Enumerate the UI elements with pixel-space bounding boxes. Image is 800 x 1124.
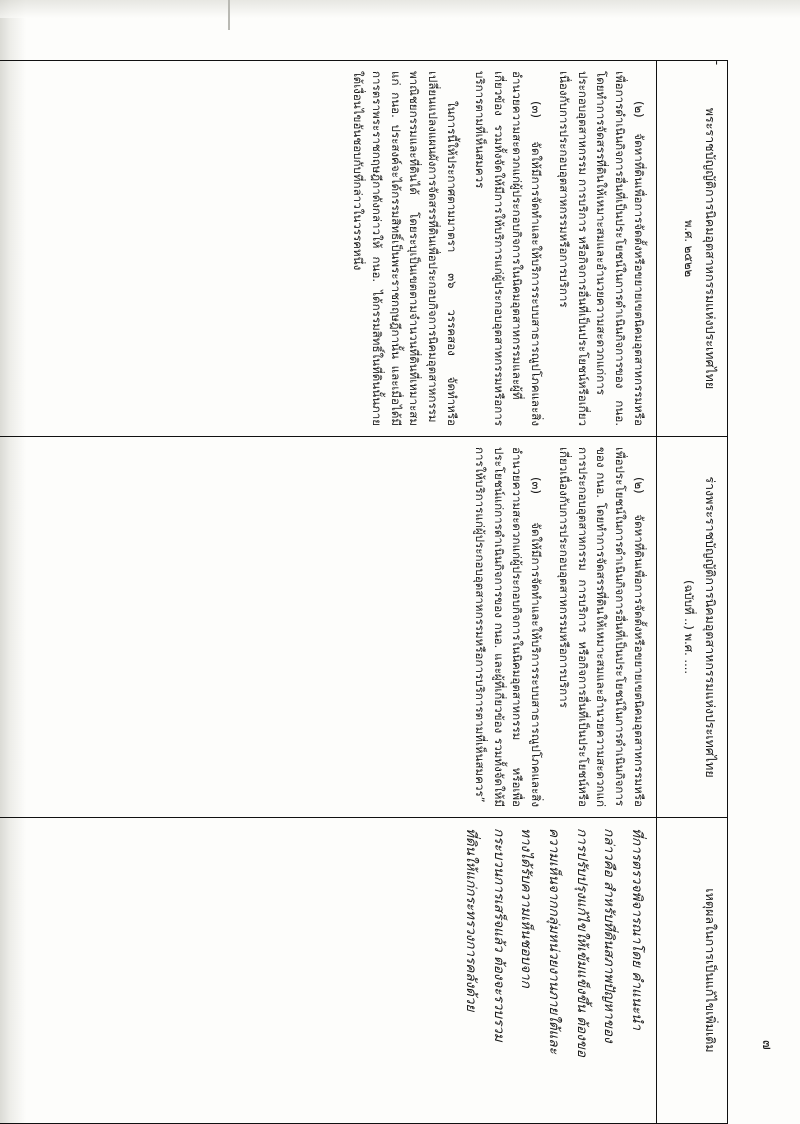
reason-line-3: การปรับปรุงแก้ไขให้เข้มแข็งขึ้น ต้องขอ [573, 828, 590, 1058]
draft-paragraph-3: (๓) จัดให้มีการจัดทำและให้บริการระบบสาธารณูปโภคและสิ่งอำนวยความสะดวกแก่ผู้ประกอบกิจการในนิคมอุตสาหกรรม หรือเพื่อประโยชน์แก่การดำเนินกิจการของ กนอ. และผู้ที่เกี่ยวข้อง รวมทั้งจัดให้มีการให้บริการแก่ผู้ประกอบอุตสาหกรรมหรือการบริการตามที่เห็นสมควร” [472, 447, 544, 807]
table-row [0, 61, 657, 1124]
act-paragraph-2: (๒) จัดหาที่ดินเพื่อการจัดตั้งหรือขยายเขตนิคมอุตสาหกรรมหรือเพื่อการดำเนินกิจการอื่นที่เป็นประโยชน์ในการดำเนินกิจการของ กนอ. โดยทำการจัดสรรที่ดินให้เหมาะสมและอำนวยความสะดวกแก่การประกอบอุตสาหกรรม การบริการ หรือกิจการอื่นที่เป็นประโยชน์หรือเกี่ยวเนื่องกับการประกอบอุตสาหกรรมหรือการบริการ [556, 71, 646, 426]
reason-line-7: ที่ดินให้แก่กระทรวงการคลังด้วย [463, 828, 480, 1012]
comparison-table [0, 60, 728, 1124]
column-header-reason-title: เหตุผลในการเป็นแก้ไขเพิ่มเติม [703, 888, 718, 1053]
page-number: ๗ [759, 1040, 774, 1050]
act-paragraph-4: ในการนี้ให้ประกาศตามมาตรา ๓๖ วรรคสอง จัดทำหรือเปลี่ยนแปลงแผนผังการจัดสรรที่ดินเพื่อประกอบกิจการนิคมอุตสาหกรรมพาณิชยกรรมและที่ดินได้ โดยระบุเป็นเขตตามจำนวนที่ดินที่เหมาะสมแก่ กนอ. ประสงค์จะได้กรรมสิทธิ์เป็นพระราชกฤษฎีกานั้น และเมื่อได้มีการตราพระราชกฤษฎีกาดังกล่าวให้ กนอ. ได้กรรมสิทธิ์ในที่ดินนั้นภายใต้เงื่อนไขอันชอบกับที่กล่าวในวรรคหนึ่ง [351, 71, 459, 426]
column-header-draft-title: ร่างพระราชบัญญัติการนิคมอุตสาหกรรมแห่งประเทศไทย [703, 476, 718, 778]
reason-line-2: กล่าวคือ สำหรับที่ดินสภาพปัญหาของ [601, 828, 618, 1043]
draft-paragraph-2: (๒) จัดหาที่ดินเพื่อการจัดตั้งหรือขยายเขตนิคมอุตสาหกรรมหรือเพื่อประโยชน์ในการดำเนินกิจการอื่นที่เป็นประโยชน์ในการดำเนินกิจการของ กนอ. โดยทำการจัดสรรที่ดินให้เหมาะสมและอำนวยความสะดวกแก่การประกอบอุตสาหกรรม การบริการ หรือกิจการอื่นที่เป็นประโยชน์หรือเกี่ยวเนื่องกับการประกอบอุตสาหกรรมหรือการบริการ [556, 447, 646, 807]
act-paragraph-3: (๓) จัดให้มีการจัดทำและให้บริการระบบสาธารณูปโภคและสิ่งอำนวยความสะดวกแก่ผู้ประกอบกิจการในนิคมอุตสาหกรรมและผู้ที่เกี่ยวข้อง รวมทั้งจัดให้มีการให้บริการแก่ผู้ประกอบอุตสาหกรรมหรือการบริการตามที่เห็นสมควร [472, 71, 544, 426]
reason-line-6: กระบวนการเสร็จแล้ว ต้องจะรวบรวม [490, 828, 507, 1042]
reason-line-4: ความเห็นจากกลุ่มหน่วยงานภายใต้และ [546, 828, 563, 1054]
cell-act-text [0, 61, 657, 437]
cell-reason-handwritten [0, 818, 657, 1124]
dash-mark: - [709, 60, 725, 66]
column-header-draft-subtitle: (ฉบับที่ ..) พ.ศ. .... [682, 579, 697, 675]
column-header-draft [657, 437, 728, 818]
column-header-act-title: พระราชบัญญัติการนิคมอุตสาหกรรมแห่งประเทศไทย [703, 107, 718, 390]
reason-line-1: ที่การตรวจพิจารณาโดย คำแนะนำ [629, 828, 645, 1030]
reason-line-5: ทางได้รับความเห็นชอบจาก [518, 828, 535, 988]
table-header-row [657, 61, 728, 1124]
column-header-reason [657, 818, 728, 1124]
column-header-act-subtitle: พ.ศ. ๒๕๒๒ [682, 219, 697, 278]
column-header-act [657, 61, 728, 437]
